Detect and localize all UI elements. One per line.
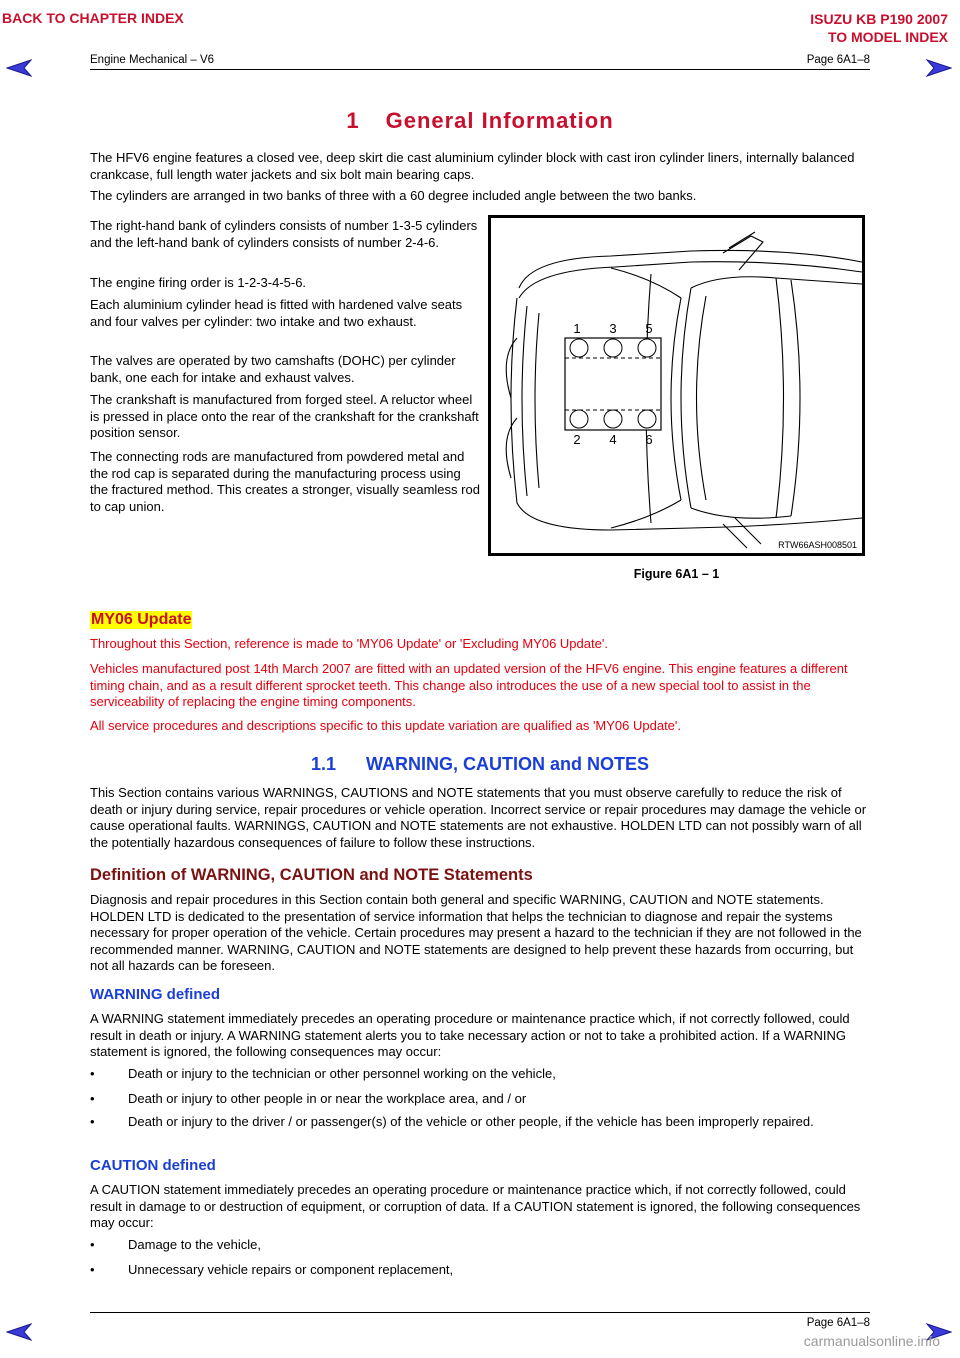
my06-update-title: MY06 Update bbox=[91, 611, 192, 628]
left-paragraph-crankshaft: The crankshaft is manufactured from forged steel. A reluctor wheel is pressed in place onto the rear of the crankshaft for the crankshaft position sensor. bbox=[90, 392, 479, 440]
left-paragraph-connecting-rods: The connecting rods are manufactured from powdered metal and the rod cap is separated during the manufacturing process using the fractured method. This creates a stronger, visually seamless rod to cap union. bbox=[90, 449, 480, 514]
cylinder-label-6: 6 bbox=[645, 432, 653, 447]
to-model-index-link[interactable]: TO MODEL INDEX bbox=[827, 29, 948, 45]
back-to-chapter-index-link[interactable]: BACK TO CHAPTER INDEX bbox=[2, 10, 184, 26]
warning-bullet-3 bbox=[90, 1114, 870, 1131]
warning-defined-heading: WARNING defined bbox=[90, 986, 220, 1003]
bullet-text: Unnecessary vehicle repairs or component replacement, bbox=[128, 1262, 454, 1277]
cylinder-4-circle bbox=[604, 410, 622, 428]
section11-paragraph: This Section contains various WARNINGS, CAUTIONS and NOTE statements that you must observe carefully to reduce the risk of death or injury during service, repair procedures or vehicle operation. Incorrect service or repair procedures may damage the vehicle or cause operational faults. WARNINGS, CAUTION and NOTE statements are not exhaustive. HOLDEN LTD can not possibly warn of all the potentially hazardous consequences of failure to follow these instructions. bbox=[90, 785, 867, 850]
next-page-arrow-icon[interactable] bbox=[926, 58, 952, 78]
left-paragraph-camshafts: The valves are operated by two camshafts (DOHC) per cylinder bank, one each for intake and exhaust valves. bbox=[90, 353, 456, 385]
bullet-text: Death or injury to the technician or other personnel working on the vehicle, bbox=[128, 1066, 556, 1081]
prev-page-arrow-icon[interactable] bbox=[6, 1322, 32, 1342]
heading-general-information bbox=[90, 108, 870, 134]
watermark-text: carmanualsonline.info bbox=[803, 1333, 940, 1349]
header-section-title: Engine Mechanical – V6 bbox=[90, 54, 215, 66]
heading-title: WARNING, CAUTION and NOTES bbox=[366, 754, 650, 774]
figure-caption: Figure 6A1 – 1 bbox=[633, 567, 720, 581]
engine-block-diagram bbox=[565, 321, 661, 447]
heading-warning-caution-notes bbox=[90, 754, 870, 775]
footer-rule bbox=[90, 1312, 870, 1313]
left-paragraph-banks: The right-hand bank of cylinders consists of number 1-3-5 cylinders and the left-hand bank of cylinders consists of number 2-4-6. bbox=[90, 218, 478, 250]
left-paragraph-cylinder-head: Each aluminium cylinder head is fitted with hardened valve seats and four valves per cylinder: two intake and two exhaust. bbox=[90, 297, 463, 329]
cylinder-label-1: 1 bbox=[573, 321, 581, 336]
definition-heading: Definition of WARNING, CAUTION and NOTE Statements bbox=[90, 866, 533, 884]
bullet-text: Death or injury to other people in or near the workplace area, and / or bbox=[128, 1091, 527, 1106]
caution-defined-heading: CAUTION defined bbox=[90, 1157, 216, 1174]
model-title: ISUZU KB P190 2007 bbox=[810, 11, 948, 27]
model-index-block[interactable] bbox=[810, 10, 948, 46]
my06-paragraph-1: Throughout this Section, reference is made to 'MY06 Update' or 'Excluding MY06 Update'. bbox=[90, 636, 608, 651]
intro-paragraph-2: The cylinders are arranged in two banks of three with a 60 degree included angle between the two banks. bbox=[90, 188, 697, 203]
bullet-icon: • bbox=[90, 1091, 95, 1106]
header-rule bbox=[90, 69, 870, 70]
figure-code: RTW66ASH008501 bbox=[778, 540, 857, 550]
cylinder-label-2: 2 bbox=[573, 432, 581, 447]
cylinder-5-circle bbox=[638, 339, 656, 357]
cylinder-2-circle bbox=[570, 410, 588, 428]
cylinder-6-circle bbox=[638, 410, 656, 428]
bullet-icon: • bbox=[90, 1066, 95, 1081]
header-page-number: Page 6A1–8 bbox=[806, 54, 870, 66]
cylinder-1-circle bbox=[570, 339, 588, 357]
bullet-icon: • bbox=[90, 1237, 95, 1252]
definition-paragraph: Diagnosis and repair procedures in this Section contain both general and specific WARNING, CAUTION and NOTE statements. HOLDEN LTD is dedicated to the presentation of service information that helps the technician to diagnose and repair the systems necessary for proper operation of the vehicle. Certain procedures may present a hazard to the technician if they are not followed in the recommended manner. WARNING, CAUTION and NOTE statements are designed to help prevent these hazards from occurring, but not all hazards can be foreseen. bbox=[90, 892, 862, 973]
cylinder-label-5: 5 bbox=[645, 321, 653, 336]
bullet-text: Death or injury to the driver / or passenger(s) of the vehicle or other people, if the vehicle has been improperly repaired. bbox=[128, 1114, 814, 1129]
left-paragraph-firing-order: The engine firing order is 1-2-3-4-5-6. bbox=[90, 275, 307, 290]
heading-title: General Information bbox=[385, 108, 614, 133]
prev-page-arrow-icon[interactable] bbox=[6, 58, 32, 78]
my06-paragraph-3: All service procedures and descriptions specific to this update variation are qualified as 'MY06 Update'. bbox=[90, 718, 682, 733]
heading-number: 1 bbox=[346, 108, 360, 133]
figure-engine-layout bbox=[488, 215, 865, 556]
footer-page-number: Page 6A1–8 bbox=[806, 1317, 870, 1329]
my06-paragraph-2: Vehicles manufactured post 14th March 2007 are fitted with an updated version of the HFV6 engine. This engine features a different timing chain, and as a result different sprocket teeth. This change also introduces the use of a new special tool to assist in the serviceability of replacing the engine timing components. bbox=[90, 661, 848, 709]
bullet-text: Damage to the vehicle, bbox=[128, 1237, 261, 1252]
warning-paragraph: A WARNING statement immediately precedes an operating procedure or maintenance practice which, if not correctly followed, could result in death or injury. A WARNING statement alerts you to take necessary action or not to take a prohibited action. If a WARNING statement is ignored, the following consequences may occur: bbox=[90, 1011, 850, 1059]
warning-bullet-1 bbox=[90, 1066, 870, 1083]
cylinder-label-3: 3 bbox=[609, 321, 617, 336]
caution-paragraph: A CAUTION statement immediately precedes an operating procedure or maintenance practice which, if not correctly followed, could result in damage to or destruction of equipment, or corruption of data. If a CAUTION statement is ignored, the following consequences may occur: bbox=[90, 1182, 861, 1230]
cylinder-label-4: 4 bbox=[609, 432, 617, 447]
caution-bullet-2 bbox=[90, 1262, 870, 1279]
heading-number: 1.1 bbox=[310, 754, 337, 774]
cylinder-3-circle bbox=[604, 339, 622, 357]
intro-paragraph-1: The HFV6 engine features a closed vee, deep skirt die cast aluminium cylinder block with cast iron cylinder liners, internally balanced crankcase, full length water jackets and six bolt main bearing caps. bbox=[90, 150, 855, 182]
caution-bullet-1 bbox=[90, 1237, 870, 1254]
warning-bullet-2 bbox=[90, 1091, 870, 1108]
bullet-icon: • bbox=[90, 1114, 95, 1129]
vehicle-top-view-illustration bbox=[491, 218, 862, 553]
bullet-icon: • bbox=[90, 1262, 95, 1277]
